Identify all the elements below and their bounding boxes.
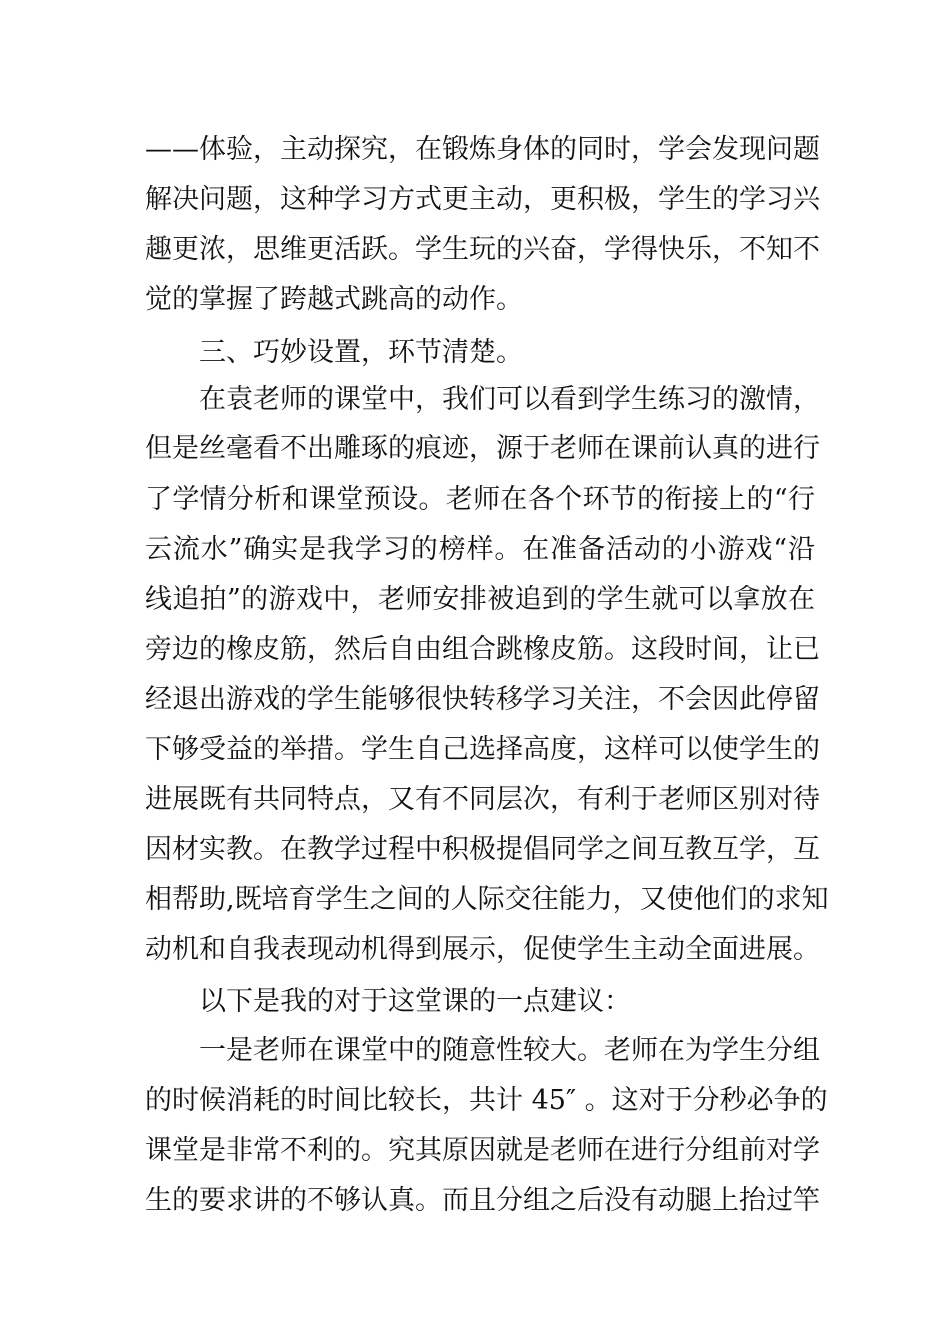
text-line: 一是老师在课堂中的随意性较大。老师在为学生分组 xyxy=(199,1035,820,1066)
text-line: 因材实教。在教学过程中积极提倡同学之间互教互学，互 xyxy=(145,834,820,865)
text-line: 相帮助,既培育学生之间的人际交往能力，又使他们的求知 xyxy=(145,884,829,915)
text-line: 解决问题，这种学习方式更主动，更积极，学生的学习兴 xyxy=(145,184,820,215)
text-line: 生的要求讲的不够认真。而且分组之后没有动腿上抬过竿 xyxy=(145,1185,820,1216)
text-line: 动机和自我表现动机得到展示，促使学生主动全面进展。 xyxy=(145,934,820,965)
text-line: 课堂是非常不利的。究其原因就是老师在进行分组前对学 xyxy=(145,1135,820,1166)
text-line: 趣更浓，思维更活跃。学生玩的兴奋，学得快乐，不知不 xyxy=(145,234,820,265)
section-heading: 三、巧妙设置，环节清楚。 xyxy=(199,337,523,368)
text-line: 进展既有共同特点，又有不同层次，有利于老师区别对待 xyxy=(145,784,820,815)
text-line: 下够受益的举措。学生自己选择高度，这样可以使学生的 xyxy=(145,734,820,765)
text-line: 但是丝毫看不出雕琢的痕迹，源于老师在课前认真的进行 xyxy=(145,433,820,464)
text-line: 旁边的橡皮筋，然后自由组合跳橡皮筋。这段时间，让已 xyxy=(145,634,820,665)
text-line: 在袁老师的课堂中，我们可以看到学生练习的激情， xyxy=(199,384,820,415)
text-line: 云流水”确实是我学习的榜样。在准备活动的小游戏“沿 xyxy=(145,534,815,565)
text-line: 觉的掌握了跨越式跳高的动作。 xyxy=(145,284,523,315)
text-line: 线追拍”的游戏中，老师安排被追到的学生就可以拿放在 xyxy=(145,584,815,615)
text-line: 以下是我的对于这堂课的一点建议： xyxy=(199,986,631,1017)
text-line: ——体验，主动探究，在锻炼身体的同时，学会发现问题 xyxy=(145,134,820,165)
text-line: 经退出游戏的学生能够很快转移学习关注，不会因此停留 xyxy=(145,684,820,715)
text-line: 的时候消耗的时间比较长，共计 45″ 。这对于分秒必争的 xyxy=(145,1085,828,1116)
text-line: 了学情分析和课堂预设。老师在各个环节的衔接上的“行 xyxy=(145,484,815,515)
